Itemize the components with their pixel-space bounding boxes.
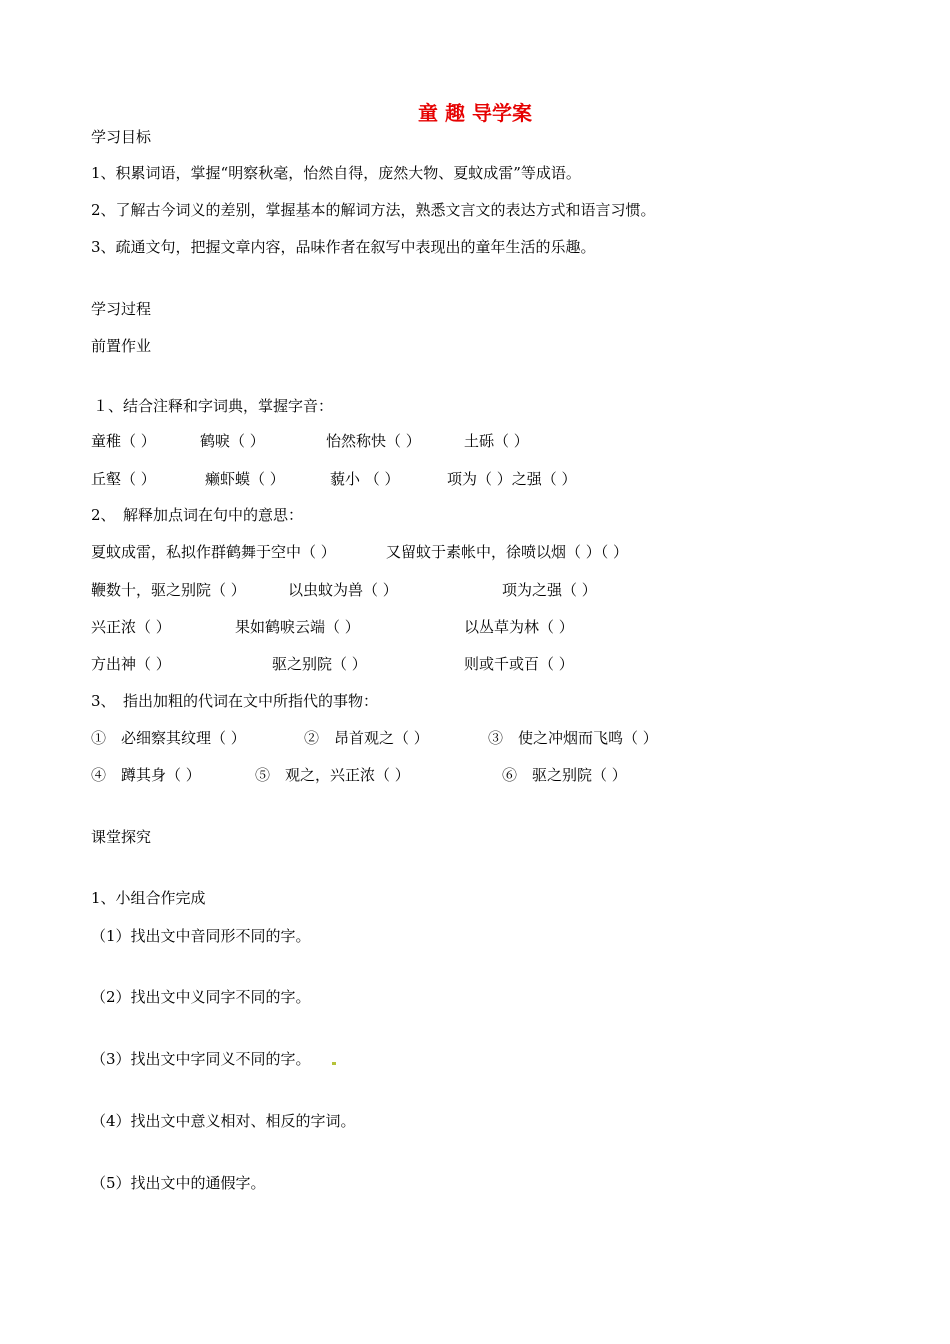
- definition-item: 则或千或百（ ）: [464, 655, 574, 673]
- pronunciation-item: 癞虾蟆（ ）: [205, 470, 285, 488]
- definition-item: 以虫蚊为兽（ ）: [288, 581, 398, 599]
- objective-item: 2、了解古今词义的差别，掌握基本的解词方法，熟悉文言文的表达方式和语言习惯。: [91, 201, 656, 219]
- pronunciation-item: 鹤唳（ ）: [200, 432, 265, 450]
- definition-item: 驱之别院（ ）: [272, 655, 367, 673]
- definition-item: 又留蚊于素帐中，徐喷以烟（ ）（ ）: [386, 543, 629, 561]
- explore-item: （3）找出文中字同义不同的字。: [91, 1050, 311, 1068]
- pronoun-item: ③ 使之冲烟而飞鸣（ ）: [488, 729, 658, 747]
- explore-heading: 课堂探究: [91, 828, 152, 846]
- objective-item: 1、积累词语，掌握“明察秋毫，怡然自得，庞然大物、夏蚊成雷”等成语。: [91, 164, 581, 182]
- pronoun-item: ④ 蹲其身（ ）: [91, 766, 201, 784]
- explore-task: 1、小组合作完成: [91, 889, 206, 907]
- explore-item: （1）找出文中音同形不同的字。: [91, 927, 311, 945]
- question-3-label: 3、 指出加粗的代词在文中所指代的事物：: [91, 692, 379, 710]
- definition-item: 夏蚊成雷，私拟作群鹤舞于空中（ ）: [91, 543, 336, 561]
- explore-item: （5）找出文中的通假字。: [91, 1174, 266, 1192]
- definition-item: 方出神（ ）: [91, 655, 171, 673]
- question-2-label: 2、 解释加点词在句中的意思：: [91, 506, 304, 524]
- objective-item: 3、疏通文句，把握文章内容，品味作者在叙写中表现出的童年生活的乐趣。: [91, 238, 596, 256]
- question-1-label: １、结合注释和字词典，掌握字音：: [93, 397, 334, 415]
- explore-item: （2）找出文中义同字不同的字。: [91, 988, 311, 1006]
- pronunciation-item: 怡然称快（ ）: [326, 432, 421, 450]
- pronunciation-item: 童稚（ ）: [91, 432, 156, 450]
- definition-item: 项为之强（ ）: [502, 581, 597, 599]
- definition-item: 鞭数十，驱之别院（ ）: [91, 581, 246, 599]
- pronoun-item: ① 必细察其纹理（ ）: [91, 729, 246, 747]
- pronoun-item: ⑥ 驱之别院（ ）: [502, 766, 627, 784]
- preview-heading: 前置作业: [91, 337, 152, 355]
- objectives-heading: 学习目标: [91, 128, 152, 146]
- definition-item: 以丛草为林（ ）: [464, 618, 574, 636]
- definition-item: 兴正浓（ ）: [91, 618, 171, 636]
- process-heading: 学习过程: [91, 300, 152, 318]
- highlight-mark: [332, 1062, 336, 1065]
- pronoun-item: ⑤ 观之，兴正浓（ ）: [255, 766, 410, 784]
- pronunciation-item: 土砾（ ）: [464, 432, 529, 450]
- pronunciation-item: 藐小 （ ）: [330, 470, 400, 488]
- pronunciation-item: 丘壑（ ）: [91, 470, 156, 488]
- explore-item: （4）找出文中意义相对、相反的字词。: [91, 1112, 356, 1130]
- pronunciation-item: 项为（ ）之强（ ）: [447, 470, 577, 488]
- page-title: 童 趣 导学案: [418, 101, 532, 125]
- pronoun-item: ② 昂首观之（ ）: [304, 729, 429, 747]
- definition-item: 果如鹤唳云端（ ）: [235, 618, 360, 636]
